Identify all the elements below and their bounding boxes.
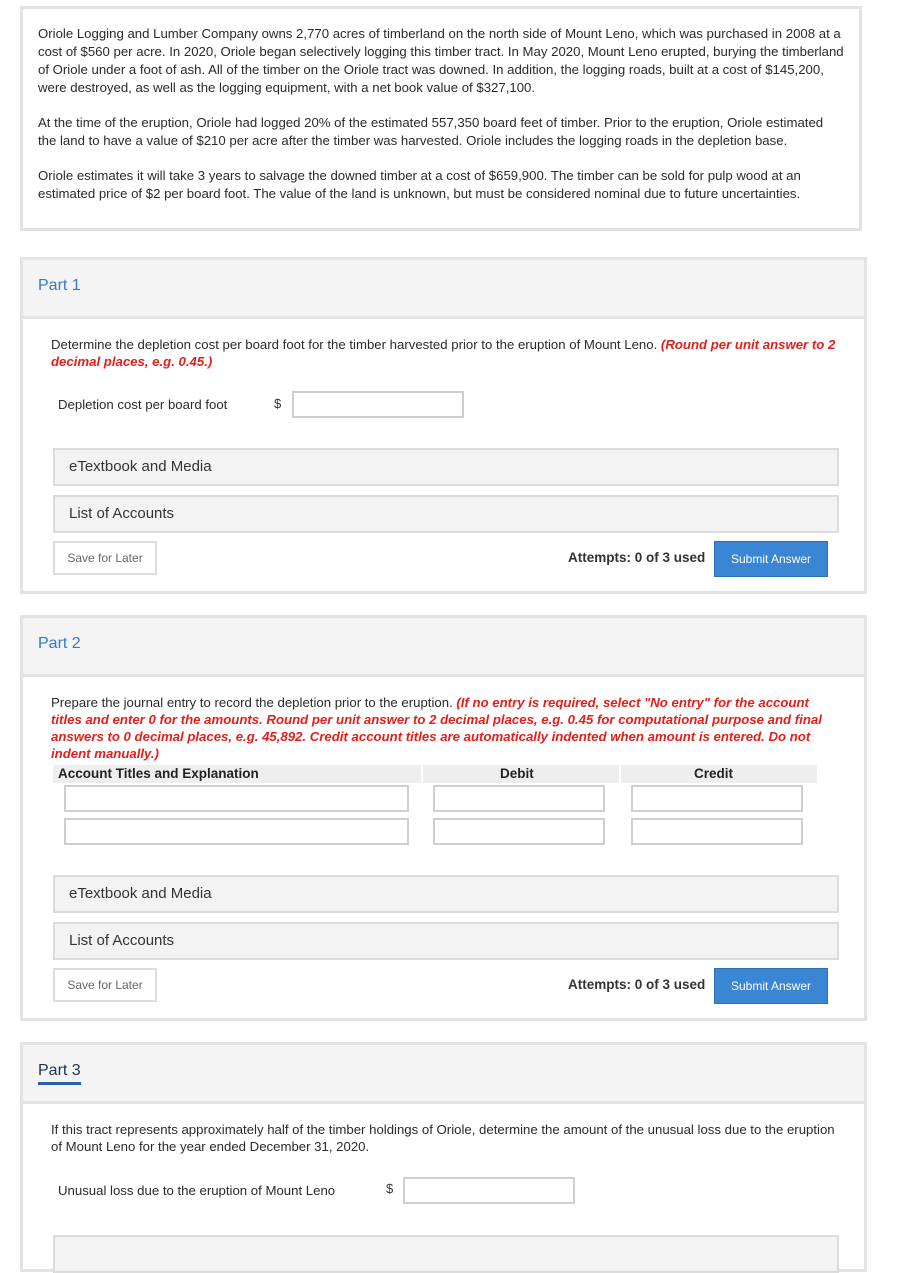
- column-debit: Debit: [500, 766, 534, 781]
- credit-input[interactable]: [631, 818, 803, 845]
- problem-statement: [20, 6, 862, 231]
- part-1-panel: [20, 257, 867, 594]
- part-2-title[interactable]: Part 2: [38, 635, 81, 652]
- etextbook-media-button[interactable]: [53, 1235, 839, 1273]
- part-2-question-text: Prepare the journal entry to record the depletion prior to the eruption.: [51, 695, 453, 710]
- etextbook-media-button[interactable]: [53, 875, 839, 913]
- part-1-instruction: (Round per unit answer to 2 decimal places, e.g. 0.45.): [51, 337, 836, 369]
- column-credit: Credit: [694, 766, 734, 781]
- list-of-accounts-button[interactable]: [53, 922, 839, 960]
- journal-entry-divider: [421, 765, 423, 783]
- unusual-loss-label: Unusual loss due to the eruption of Mount Leno: [58, 1183, 336, 1198]
- part-1-question: [51, 336, 836, 370]
- unusual-loss-input[interactable]: [403, 1177, 575, 1204]
- journal-entry-divider: [619, 765, 621, 783]
- etextbook-label: eTextbook and Media: [69, 458, 212, 475]
- problem-paragraph-2: At the time of the eruption, Oriole had logged 20% of the estimated 557,350 board feet of timber. Prior to the eruption, Oriole estimated the land to have a value of $210 per acre after the timber was harvested. Oriole includes the logging roads in the depletion base.: [38, 115, 824, 148]
- part-2-header[interactable]: [23, 618, 864, 677]
- attempts-counter: Attempts: 0 of 3 used: [568, 977, 706, 992]
- account-title-input[interactable]: [64, 785, 409, 812]
- credit-input[interactable]: [631, 785, 803, 812]
- part-2-instruction: (If no entry is required, select "No entry" for the account titles and enter 0 for the amounts. Round per unit answer to 2 decimal places, e.g. 0.45 for computational purpose and final answers to 0 decimal places, e.g. 45,892. Credit account titles are automatically indented when amount is entered. Do not indent manually.): [51, 695, 822, 761]
- part-3-header[interactable]: [23, 1045, 864, 1104]
- submit-answer-button[interactable]: Submit Answer: [714, 968, 828, 1004]
- part-2-panel: [20, 615, 867, 1021]
- debit-input[interactable]: [433, 785, 605, 812]
- part-3-question-text: If this tract represents approximately half of the timber holdings of Oriole, determine the amount of the unusual loss due to the eruption of Mount Leno for the year ended December 31, 2020.: [51, 1122, 835, 1154]
- attempts-counter: Attempts: 0 of 3 used: [568, 550, 706, 565]
- part-3-panel: [20, 1042, 867, 1272]
- save-for-later-button[interactable]: Save for Later: [53, 968, 157, 1002]
- problem-paragraph-1: Oriole Logging and Lumber Company owns 2,770 acres of timberland on the north side of Mount Leno, which was purchased in 2008 at a cost of $560 per acre. In 2020, Oriole began selectively logging this timber tract. In May 2020, Mount Leno erupted, burying the timberland of Oriole under a foot of ash. All of the timber on the Oriole tract was downed. In addition, the logging roads, built at a cost of $145,200, were destroyed, as well as the logging equipment, with a net book value of $327,100.: [38, 26, 844, 95]
- etextbook-media-button[interactable]: [53, 448, 839, 486]
- part-1-question-text: Determine the depletion cost per board foot for the timber harvested prior to the eruption of Mount Leno.: [51, 337, 658, 352]
- problem-paragraph-3: Oriole estimates it will take 3 years to salvage the downed timber at a cost of $659,900. The timber can be sold for pulp wood at an estimated price of $2 per board foot. The value of the land is unknown, but must be considered nominal due to future uncertainties.: [38, 168, 801, 201]
- etextbook-label: eTextbook and Media: [69, 885, 212, 902]
- part-3-title[interactable]: Part 3: [38, 1062, 81, 1085]
- save-for-later-button[interactable]: Save for Later: [53, 541, 157, 575]
- depletion-cost-label: Depletion cost per board foot: [58, 397, 228, 412]
- part-2-question: [51, 694, 836, 762]
- accounts-label: List of Accounts: [69, 505, 175, 522]
- accounts-label: List of Accounts: [69, 932, 175, 949]
- part-1-header[interactable]: [23, 260, 864, 319]
- journal-entry-header: [53, 765, 817, 783]
- part-3-question: [51, 1121, 836, 1155]
- part-1-title[interactable]: Part 1: [38, 277, 81, 294]
- debit-input[interactable]: [433, 818, 605, 845]
- submit-answer-button[interactable]: Submit Answer: [714, 541, 828, 577]
- depletion-cost-input[interactable]: [292, 391, 464, 418]
- account-title-input[interactable]: [64, 818, 409, 845]
- currency-symbol: $: [386, 1181, 394, 1196]
- currency-symbol: $: [274, 396, 282, 411]
- list-of-accounts-button[interactable]: [53, 495, 839, 533]
- column-account-titles: Account Titles and Explanation: [58, 766, 259, 781]
